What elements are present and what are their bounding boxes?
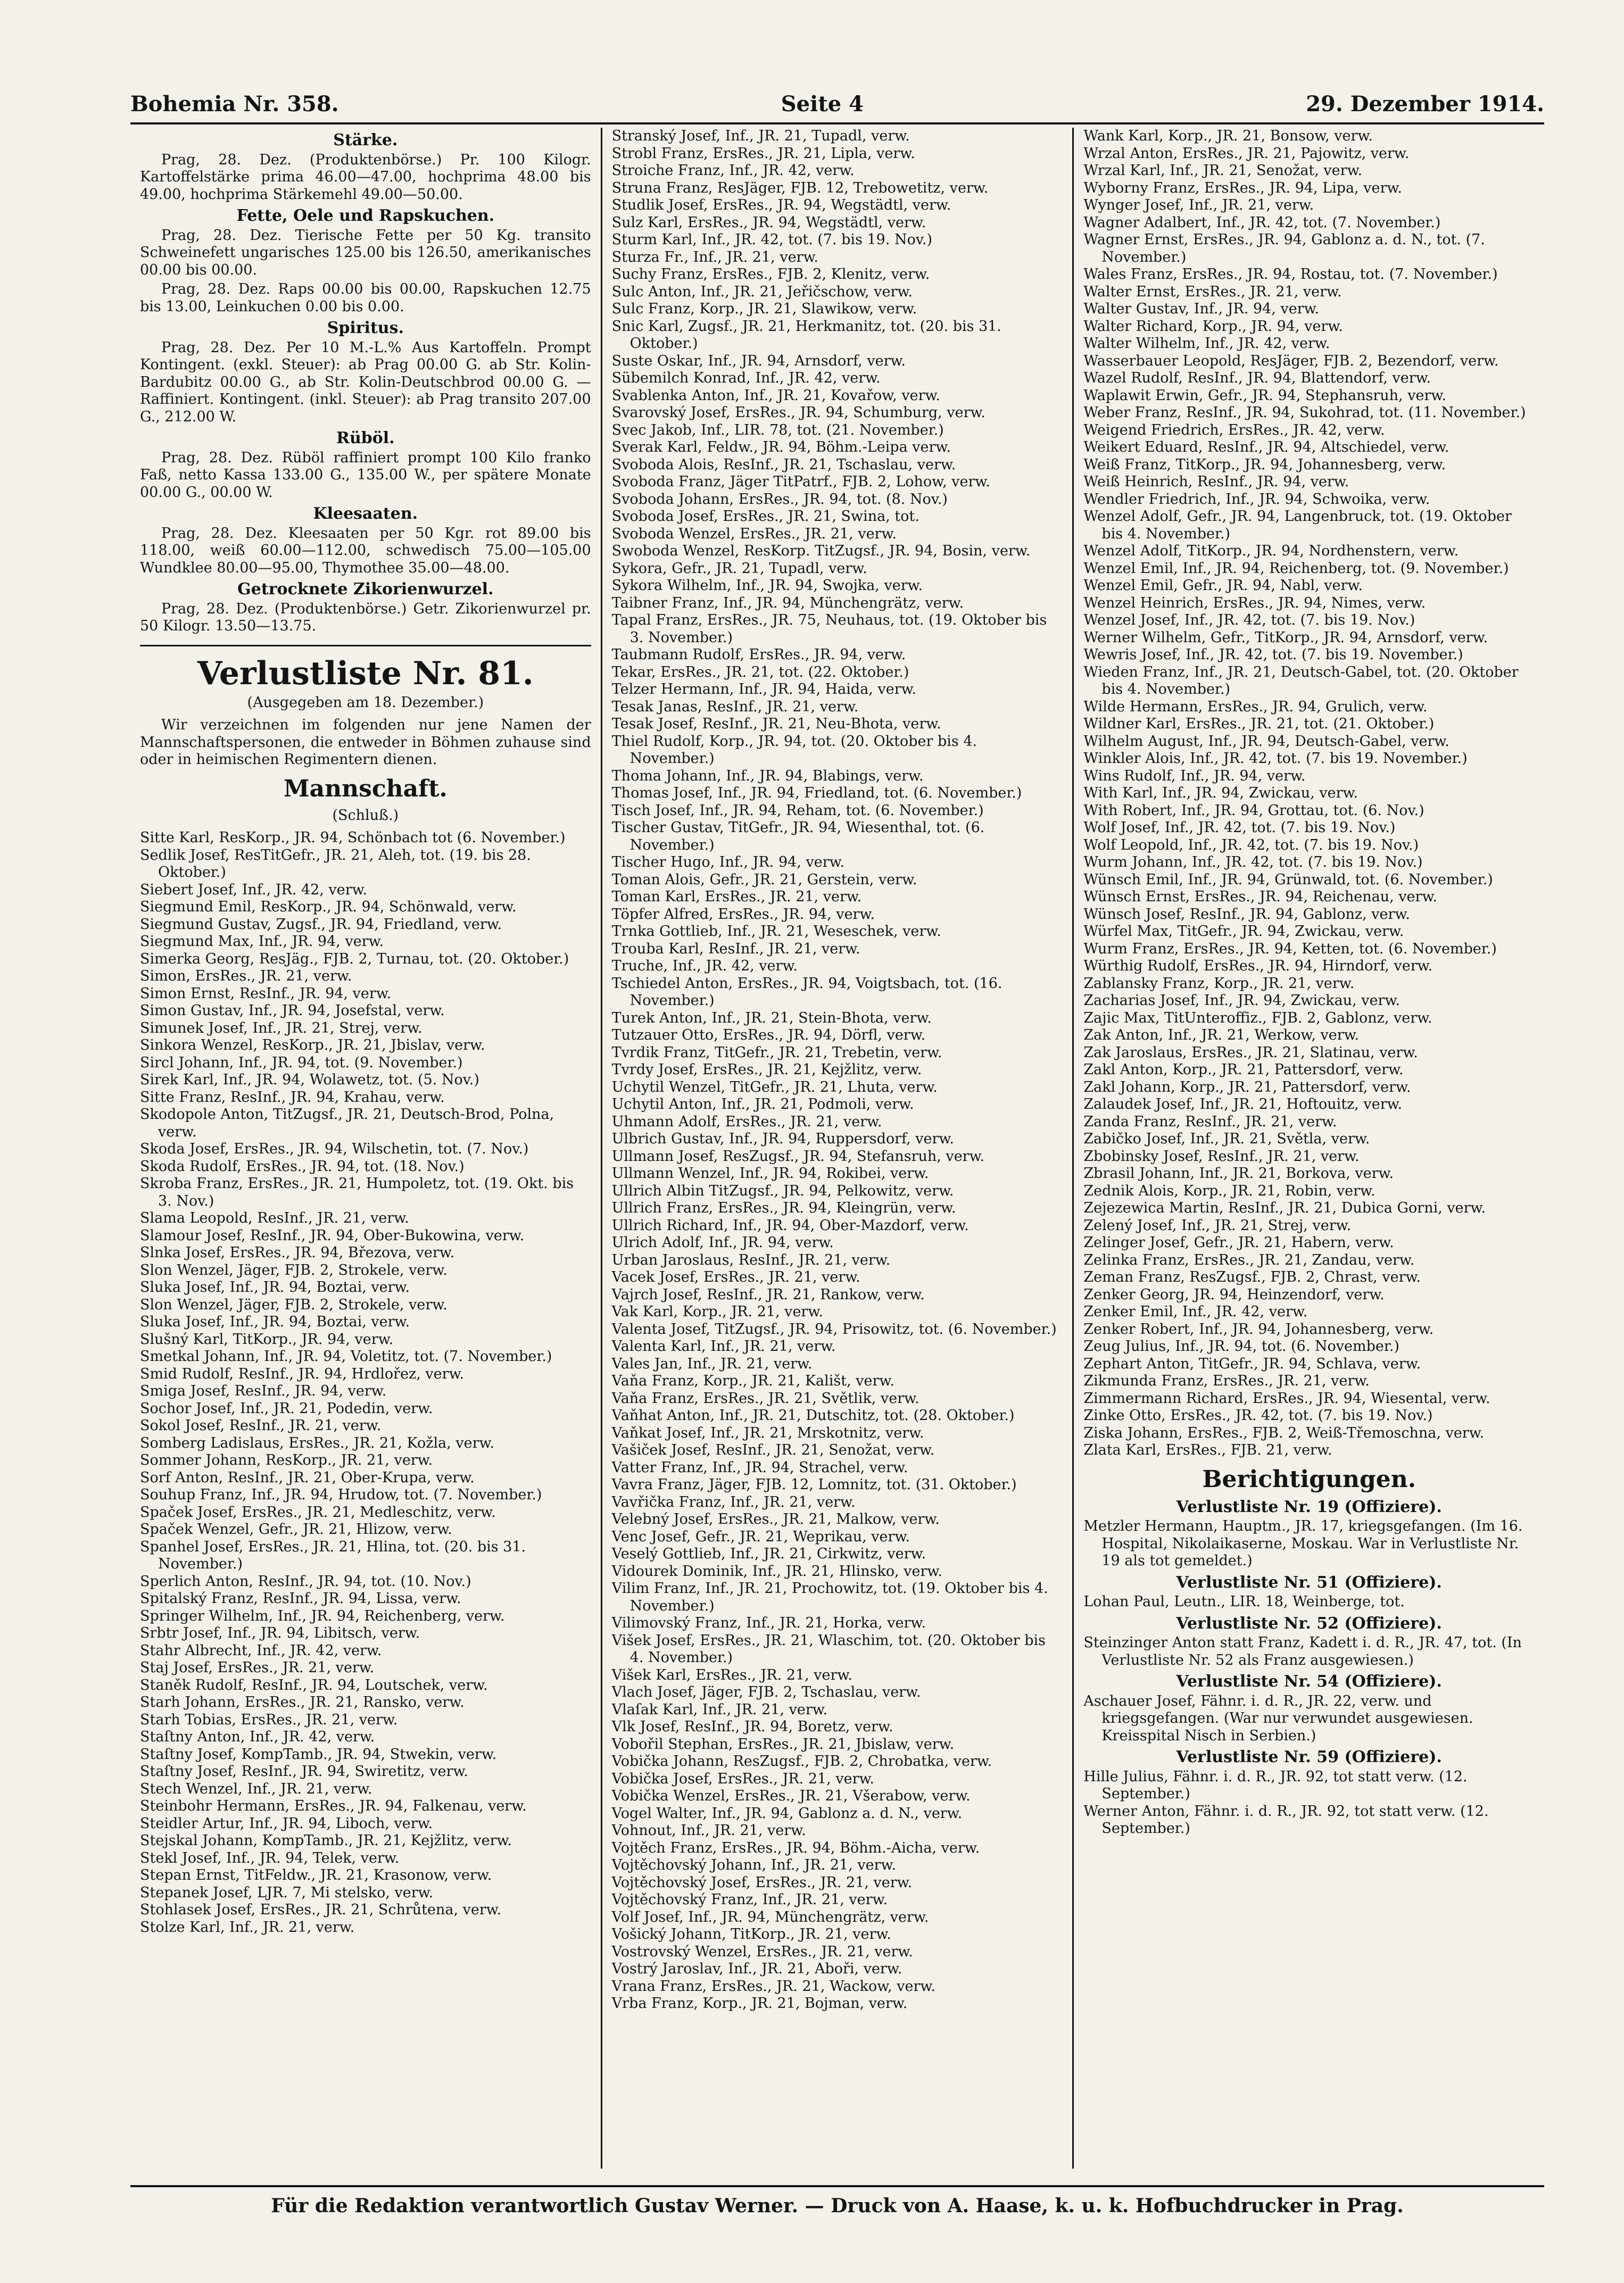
header-date: 29. Dezember 1914. [1306,91,1544,117]
list-entry: Vostrý Jaroslav, Inf., JR. 21, Aboři, verw. [611,1961,902,1977]
list-entry: Slon Wenzel, Jäger, FJB. 2, Strokele, verw. [140,1261,448,1279]
list-entry: Veselý Gottlieb, Inf., JR. 21, Cirkwitz, verw. [611,1546,926,1562]
list-entry: Ullmann Josef, ResZugsf., JR. 94, Stefansruh, verw. [611,1148,985,1165]
list-entry: Starh Tobias, ErsRes., JR. 21, verw. [140,1711,398,1728]
section-heading: Berichtigungen. [1202,1465,1416,1493]
section-subheading: Verlustliste Nr. 54 (Offiziere). [1176,1672,1442,1691]
list-entry: Stejskal Johann, KompTamb., JR. 21, Kejžlitz, verw. [140,1832,512,1849]
list-entry: Vogel Walter, Inf., JR. 94, Gablonz a. d. N., verw. [611,1805,963,1822]
list-entry: Zednik Alois, Korp., JR. 21, Robin, verw. [1083,1182,1376,1199]
list-entry: Wagner Adalbert, Inf., JR. 42, tot. (7. November.) [1083,214,1441,231]
list-entry: Ullrich Franz, ErsRes., JR. 94, Kleingrün, verw. [611,1200,956,1216]
list-entry: Thoma Johann, Inf., JR. 94, Blabings, verw. [611,767,924,784]
list-entry: Turek Anton, Inf., JR. 21, Stein-Bhota, verw. [611,1009,932,1026]
list-entry: Vobička Josef, ErsRes., JR. 21, verw. [611,1770,874,1787]
list-entry: Wynger Josef, Inf., JR. 21, verw. [1083,197,1314,213]
list-entry: Sokol Josef, ResInf., JR. 21, verw. [140,1417,382,1434]
list-entry: Wenzel Josef, Inf., JR. 42, tot. (7. bis 19. Nov.) [1083,612,1415,628]
list-entry: Stech Wenzel, Inf., JR. 21, verw. [140,1780,372,1797]
list-entry: Svablenka Anton, Inf., JR. 21, Kovařow, verw. [611,387,940,404]
list-entry: Sircl Johann, Inf., JR. 94, tot. (9. November.) [140,1054,463,1071]
list-entry: Simon, ErsRes., JR. 21, verw. [140,968,352,984]
list-entry: Zelinka Franz, ErsRes., JR. 21, Zandau, verw. [1083,1251,1415,1268]
list-entry: Walter Wilhelm, Inf., JR. 42, verw. [1083,335,1330,352]
list-entry: Sirek Karl, Inf., JR. 94, Wolawetz, tot. (5. Nov.) [140,1072,479,1088]
imprint: Für die Redaktion verantwortlich Gustav Werner. — Druck von A. Haase, k. u. k. Hofbuchdrucker in Prag. [271,2195,1404,2217]
list-entry: Strobl Franz, ErsRes., JR. 21, Lipla, verw. [611,145,915,162]
list-entry: Vaňhat Anton, Inf., JR. 21, Dutschitz, tot. (28. Oktober.) [611,1407,1015,1424]
list-entry: Zakl Johann, Korp., JR. 21, Pattersdorf, verw. [1083,1078,1411,1095]
list-entry: Metzler Hermann, Hauptm., JR. 17, kriegsgefangen. (Im 16. Hospital, Nikolaikaserne, Moskau. War in Verlustliste Nr. 19 als tot gemeldet.) [1083,1518,1523,1569]
list-entry: Wenzel Heinrich, ErsRes., JR. 94, Nimes, verw. [1083,594,1426,611]
list-entry: Lohan Paul, Leutn., LIR. 18, Weinberge, tot. [1083,1593,1405,1610]
list-entry: Somberg Ladislaus, ErsRes., JR. 21, Kožla, verw. [140,1434,495,1451]
list-entry: Toman Alois, Gefr., JR. 21, Gerstein, verw. [611,871,917,888]
list-title: Verlustliste Nr. 81. [140,645,591,692]
list-entry: Smid Rudolf, ResInf., JR. 94, Hrdlořez, verw. [140,1365,465,1382]
list-entry: Volf Josef, Inf., JR. 94, Münchengrätz, verw. [611,1908,929,1925]
list-entry: Vobička Wenzel, ErsRes., JR. 21, Všerabow, verw. [611,1788,971,1804]
list-entry: Sitte Franz, ResInf., JR. 94, Krahau, verw. [140,1089,445,1106]
list-entry: Vatter Franz, Inf., JR. 94, Strachel, verw. [611,1459,908,1476]
list-entry: Ulbrich Gustav, Inf., JR. 94, Ruppersdorf, verw. [611,1131,954,1147]
list-entry: Vostrovský Wenzel, ErsRes., JR. 21, verw. [611,1943,913,1960]
list-entry: With Robert, Inf., JR. 94, Grottau, tot. (6. Nov.) [1083,802,1424,819]
list-entry: Vohnout, Inf., JR. 21, verw. [611,1822,806,1839]
list-entry: Wolf Josef, Inf., JR. 42, tot. (7. bis 19. Nov.) [1083,819,1396,836]
paragraph: Prag, 28. Dez. Tierische Fette per 50 Kg. transito Schweinefett ungarisches 125.00 bis 126.50, amerikanisches 00.00 bis 00.00. [140,227,591,278]
list-entry: Vlaſak Karl, Inf., JR. 21, verw. [611,1701,828,1718]
list-entry: Vavra Franz, Jäger, FJB. 12, Lomnitz, tot. (31. Oktober.) [611,1476,1017,1493]
list-entry: Smiga Josef, ResInf., JR. 94, verw. [140,1383,387,1399]
list-entry: Sluka Josef, Inf., JR. 94, Boztai, verw. [140,1314,410,1330]
list-entry: Swoboda Wenzel, ResKorp. TitZugsf., JR. 94, Bosin, verw. [611,543,1031,559]
columns [130,128,1544,2169]
list-entry: Telzer Hermann, Inf., JR. 94, Haida, verw. [611,681,917,698]
list-entry: Skroba Franz, ErsRes., JR. 21, Humpoletz, tot. (19. Okt. bis 3. Nov.) [140,1175,574,1209]
list-entry: Valenta Karl, Inf., JR. 21, verw. [611,1338,836,1355]
list-entry: Uchytil Wenzel, TitGefr., JR. 21, Lhuta, verw. [611,1078,938,1095]
list-entry: Souhup Franz, Inf., JR. 94, Hrudow, tot. (7. November.) [140,1487,542,1503]
list-entry: Ullrich Richard, Inf., JR. 94, Ober-Mazdorf, verw. [611,1217,969,1234]
list-entry: Simerka Georg, ResJäg., FJB. 2, Turnau, tot. (20. Oktober.) [140,950,569,967]
list-entry: Siebert Josef, Inf., JR. 42, verw. [140,881,368,898]
list-entry: Vacek Josef, ErsRes., JR. 21, verw. [611,1269,860,1285]
list-entry: Tischer Hugo, Inf., JR. 94, verw. [611,854,845,870]
list-entry: Wendler Friedrich, Inf., JR. 94, Schwoika, verw. [1083,491,1430,508]
list-entry: Vošický Johann, TitKorp., JR. 21, verw. [611,1926,891,1942]
list-entry: Ullmann Wenzel, Inf., JR. 94, Rokibei, verw. [611,1165,929,1182]
list-entry: Stekl Josef, Inf., JR. 94, Telek, verw. [140,1849,400,1866]
list-entry: Vaňa Franz, ErsRes., JR. 21, Světlik, verw. [611,1390,919,1407]
section-subheading: Verlustliste Nr. 52 (Offiziere). [1176,1614,1442,1633]
list-entry: Svoboda Johann, ErsRes., JR. 94, tot. (8. Nov.) [611,491,948,508]
list-entry: Sperlich Anton, ResInf., JR. 94, tot. (10. Nov.) [140,1573,471,1590]
list-entry: Vlach Josef, Jäger, FJB. 2, Tschaslau, verw. [611,1684,921,1700]
column-2 [601,128,1073,2169]
list-entry: Ullrich Albin TitZugsf., JR. 94, Pelkowitz, verw. [611,1182,954,1199]
list-entry: Sommer Johann, ResKorp., JR. 21, verw. [140,1452,433,1468]
paragraph: Prag, 28. Dez. (Produktenbörse.) Getr. Zikorienwurzel pr. 50 Kilogr. 13.50—13.75. [140,600,591,634]
list-entry: Vojtěch Franz, ErsRes., JR. 94, Böhm.-Aicha, verw. [611,1839,980,1856]
section-subheading: Kleesaaten. [313,504,418,523]
list-entry: Werner Wilhelm, Gefr., TitKorp., JR. 94, Arnsdorf, verw. [1083,629,1488,646]
list-entry: Sinkora Wenzel, ResKorp., JR. 21, Jbislav, verw. [140,1037,485,1053]
list-entry: Thiel Rudolf, Korp., JR. 94, tot. (20. Oktober bis 4. November.) [611,733,977,767]
list-entry: Velebný Josef, ErsRes., JR. 21, Malkow, verw. [611,1511,940,1527]
list-entry: Wenzel Adolf, TitKorp., JR. 94, Nordhenstern, verw. [1083,543,1459,559]
list-entry: Trouba Karl, ResInf., JR. 21, verw. [611,940,860,957]
list-entry: Zephart Anton, TitGefr., JR. 94, Schlava, verw. [1083,1355,1421,1372]
list-entry: Truche, Inf., JR. 42, verw. [611,958,798,974]
page-footer [130,2185,1544,2224]
list-entry: Toman Karl, ErsRes., JR. 21, verw. [611,889,862,905]
list-entry: Walter Ernst, ErsRes., JR. 21, verw. [1083,283,1342,300]
list-entry: Tischer Gustav, TitGefr., JR. 94, Wiesenthal, tot. (6. November.) [611,819,985,853]
list-entry: Vajrch Josef, ResInf., JR. 21, Rankow, verw. [611,1286,925,1303]
list-entry: Wünsch Emil, Inf., JR. 94, Grünwald, tot. (6. November.) [1083,871,1493,888]
list-entry: Wagner Ernst, ErsRes., JR. 94, Gablonz a. d. N., tot. (7. November.) [1083,231,1485,265]
list-entry: Zeug Julius, Inf., JR. 94, tot. (6. November.) [1083,1338,1399,1355]
list-entry: Starh Johann, ErsRes., JR. 21, Ransko, verw. [140,1694,465,1711]
list-entry: Simon Ernst, ResInf., JR. 94, verw. [140,985,392,1002]
list-entry: Vojtěchovský Johann, Inf., JR. 21, verw. [611,1857,897,1873]
list-entry: Wasserbauer Leopold, ResJäger, FJB. 2, Bezendorf, verw. [1083,352,1499,369]
list-entry: Walter Gustav, Inf., JR. 94, verw. [1083,301,1320,317]
list-entry: Sulc Anton, Inf., JR. 21, Jeřičschow, verw. [611,283,913,300]
list-entry: Weigend Friedrich, ErsRes., JR. 42, verw. [1083,421,1385,438]
list-entry: Stepanek Josef, LJR. 7, Mi stelsko, verw. [140,1884,434,1901]
list-entry: Vidourek Dominik, Inf., JR. 21, Hlinsko, verw. [611,1563,942,1580]
list-entry: Vak Karl, Korp., JR. 21, verw. [611,1304,823,1320]
list-entry: Zbobinsky Josef, ResInf., JR. 21, verw. [1083,1148,1360,1165]
section-subheading: Verlustliste Nr. 59 (Offiziere). [1176,1748,1442,1766]
list-entry: Weikert Eduard, ResInf., JR. 94, Altschiedel, verw. [1083,439,1449,455]
list-entry: Wünsch Josef, ResInf., JR. 94, Gablonz, verw. [1083,906,1410,923]
section-subheading: Getrocknete Zikorienwurzel. [237,580,494,599]
list-entry: Zenker Robert, Inf., JR. 94, Johannesberg, verw. [1083,1321,1434,1338]
list-entry: Stepan Ernst, TitFeldw., JR. 21, Krasonow, verw. [140,1867,492,1883]
list-entry: Sübemilch Konrad, Inf., JR. 42, verw. [611,370,881,386]
list-entry: Uhmann Adolf, ErsRes., JR. 21, verw. [611,1113,882,1130]
list-entry: Wolf Leopold, Inf., JR. 42, tot. (7. bis 19. Nov.) [1083,836,1419,853]
list-entry: Vales Jan, Inf., JR. 21, verw. [611,1355,813,1372]
list-entry: Studlik Josef, ErsRes., JR. 94, Wegstädtl, verw. [611,197,951,213]
section-subheading: Verlustliste Nr. 19 (Offiziere). [1176,1497,1442,1516]
list-entry: Wurm Johann, Inf., JR. 42, tot. (7. bis 19. Nov.) [1083,854,1423,870]
list-entry: Tvrdik Franz, TitGefr., JR. 21, Trebetin, verw. [611,1044,942,1061]
list-entry: Zimmermann Richard, ErsRes., JR. 94, Wiesental, verw. [1083,1390,1490,1407]
list-entry: Zabičko Josef, Inf., JR. 21, Světla, verw. [1083,1131,1370,1147]
list-entry: Wank Karl, Korp., JR. 21, Bonsow, verw. [1083,128,1373,144]
list-entry: Wurm Franz, ErsRes., JR. 94, Ketten, tot. (6. November.) [1083,940,1497,957]
list-entry: Siegmund Max, Inf., JR. 94, verw. [140,933,384,950]
list-entry: Stohlasek Josef, ErsRes., JR. 21, Schrůtena, verw. [140,1902,502,1918]
list-entry: With Karl, Inf., JR. 94, Zwickau, verw. [1083,785,1358,801]
list-entry: Struna Franz, ResJäger, FJB. 12, Trebowetitz, verw. [611,179,989,196]
list-entry: Zak Anton, Inf., JR. 21, Werkow, verw. [1083,1027,1360,1043]
list-entry: Sykora, Gefr., JR. 21, Tupadl, verw. [611,560,867,577]
list-entry: Tapal Franz, ErsRes., JR. 75, Neuhaus, tot. (19. Oktober bis 3. November.) [611,612,1047,646]
list-entry: Zajic Max, TitUnteroffiz., FJB. 2, Gablonz, verw. [1083,1009,1432,1026]
list-entry: Sturza Fr., Inf., JR. 21, verw. [611,248,818,265]
list-entry: Weiß Heinrich, ResInf., JR. 94, verw. [1083,474,1349,490]
list-entry: Taibner Franz, Inf., JR. 94, Münchengrätz, verw. [611,594,964,611]
list-entry: Uchytil Anton, Inf., JR. 21, Podmoli, verw. [611,1096,914,1113]
list-entry: Zenker Emil, Inf., JR. 42, verw. [1083,1304,1308,1320]
list-entry: Wilde Hermann, ErsRes., JR. 94, Grulich, verw. [1083,698,1428,715]
list-entry: Walter Richard, Korp., JR. 94, verw. [1083,318,1343,335]
list-entry: Vavřička Franz, Inf., JR. 21, verw. [611,1493,856,1510]
list-entry: Wales Franz, ErsRes., JR. 94, Rostau, tot. (7. November.) [1083,266,1498,283]
list-entry: Valenta Josef, TitZugsf., JR. 94, Prisowitz, tot. (6. November.) [611,1321,1057,1338]
list-entry: Vašiček Josef, ResInf., JR. 21, Senožat, verw. [611,1442,935,1458]
list-entry: Sulz Karl, ErsRes., JR. 94, Wegstädtl, verw. [611,214,926,231]
list-entry: Sochor Josef, Inf., JR. 21, Podedin, verw. [140,1400,433,1417]
list-entry: Staněk Rudolf, ResInf., JR. 94, Loutschek, verw. [140,1676,488,1693]
list-entry: Zbrasil Johann, Inf., JR. 21, Borkova, verw. [1083,1165,1394,1182]
list-entry: Vlk Josef, ResInf., JR. 94, Boretz, verw. [611,1719,893,1735]
list-entry: Zablansky Franz, Korp., JR. 21, verw. [1083,975,1355,992]
list-entry: Zenker Georg, JR. 94, Heinzendorf, verw. [1083,1286,1385,1303]
list-entry: Ziska Johann, ErsRes., FJB. 2, Weiß-Třemoschna, verw. [1083,1424,1485,1441]
list-entry: Vrba Franz, Korp., JR. 21, Bojman, verw. [611,1995,908,2012]
list-entry: Sluka Josef, Inf., JR. 94, Boztai, verw. [140,1279,410,1296]
list-entry: Aschauer Josef, Fähnr. i. d. R., JR. 22, verw. und kriegsgefangen. (War nur verwundet ausgewiesen. Kreisspital Nisch in Serbien.) [1083,1692,1473,1744]
list-entry: Vilim Franz, Inf., JR. 21, Prochowitz, tot. (19. Oktober bis 4. November.) [611,1580,1048,1614]
list-entry: Wildner Karl, ErsRes., JR. 21, tot. (21. Oktober.) [1083,716,1435,732]
list-entry: Trnka Gottlieb, Inf., JR. 21, Weseschek, verw. [611,923,941,940]
list-entry: Sulc Franz, Korp., JR. 21, Slawikow, verw. [611,301,917,317]
section-subheading: Verlustliste Nr. 51 (Offiziere). [1176,1573,1442,1592]
list-entry: Zinke Otto, ErsRes., JR. 42, tot. (7. bis 19. Nov.) [1083,1407,1433,1424]
list-entry: Višek Josef, ErsRes., JR. 21, Wlaschim, tot. (20. Oktober bis 4. November.) [611,1632,1046,1666]
list-entry: Smetkal Johann, Inf., JR. 94, Voletitz, tot. (7. November.) [140,1348,552,1365]
list-entry: Tesak Josef, ResInf., JR. 21, Neu-Bhota, verw. [611,716,941,732]
section-subheading: Rüböl. [336,429,395,447]
list-entry: Suste Oskar, Inf., JR. 94, Arnsdorf, verw. [611,352,906,369]
list-entry: Zejezewica Martin, ResInf., JR. 21, Dubica Gorni, verw. [1083,1200,1486,1216]
list-entry: Wyborny Franz, ErsRes., JR. 94, Lipa, verw. [1083,179,1402,196]
list-entry: Wieden Franz, Inf., JR. 21, Deutsch-Gabel, tot. (20. Oktober bis 4. November.) [1083,663,1519,698]
list-entry: Tesak Janas, ResInf., JR. 21, verw. [611,698,859,715]
list-entry: Svoboda Franz, Jäger TitPatrf., FJB. 2, Lohow, verw. [611,474,990,490]
list-entry: Steidler Artur, Inf., JR. 94, Liboch, verw. [140,1815,433,1832]
list-entry: Würthig Rudolf, ErsRes., JR. 94, Hirndorf, verw. [1083,958,1433,974]
list-entry: Skoda Rudolf, ErsRes., JR. 94, tot. (18. Nov.) [140,1158,465,1175]
list-entry: Sturm Karl, Inf., JR. 42, tot. (7. bis 19. Nov.) [611,231,933,248]
paragraph: Prag, 28. Dez. Rüböl raffiniert prompt 100 Kilo franko Faß, netto Kassa 133.00 G., 135.00 W., per spätere Monate 00.00 G., 00.00 W. [140,449,591,501]
list-entry: Vojtěchovský Josef, ErsRes., JR. 21, verw. [611,1874,913,1891]
list-entry: Spaček Wenzel, Gefr., JR. 21, Hlizow, verw. [140,1521,452,1538]
list-entry: Slamour Josef, ResInf., JR. 94, Ober-Bukowina, verw. [140,1227,525,1244]
list-entry: Sitte Karl, ResKorp., JR. 94, Schönbach tot (6. November.) [140,829,566,846]
list-entry: Staſtny Anton, Inf., JR. 42, verw. [140,1729,375,1745]
list-entry: Springer Wilhelm, Inf., JR. 94, Reichenberg, verw. [140,1607,505,1624]
list-entry: Zalaudek Josef, Inf., JR. 21, Hoftouitz, verw. [1083,1096,1403,1113]
column-3 [1072,128,1544,2169]
list-entry: Wins Rudolf, Inf., JR. 94, verw. [1083,767,1306,784]
list-entry: Stroiche Franz, Inf., JR. 42, verw. [611,162,855,179]
list-entry: Simunek Josef, Inf., JR. 21, Strej, verw. [140,1019,422,1036]
list-entry: Ulrich Adolf, Inf., JR. 94, verw. [611,1234,834,1251]
list-entry: Steinzinger Anton statt Franz, Kadett i. d. R., JR. 47, tot. (In Verlustliste Nr. 52 als Franz ausgewiesen.) [1083,1634,1522,1668]
list-entry: Werner Anton, Fähnr. i. d. R., JR. 92, tot statt verw. (12. September.) [1083,1803,1489,1837]
section-subheading: Stärke. [333,131,398,150]
paragraph: Prag, 28. Dez. Raps 00.00 bis 00.00, Rapskuchen 12.75 bis 13.00, Leinkuchen 0.00 bis 0.00. [140,281,591,315]
list-entry: Spaček Josef, ErsRes., JR. 21, Medleschitz, verw. [140,1504,496,1521]
list-entry: Wewris Josef, Inf., JR. 42, tot. (7. bis 19. November.) [1083,646,1463,663]
list-entry: Svoboda Wenzel, ErsRes., JR. 21, verw. [611,525,897,542]
list-entry: Thomas Josef, Inf., JR. 94, Friedland, tot. (6. November.) [611,785,1022,801]
list-entry: Vobořil Stephan, ErsRes., JR. 21, Jbislaw, verw. [611,1736,955,1753]
list-entry: Tvrdy Josef, ErsRes., JR. 21, Kejžlitz, verw. [611,1061,922,1078]
header-issue: Bohemia Nr. 358. [130,91,339,117]
section-heading: Mannschaft. [283,775,448,802]
list-entry: Würfel Max, TitGefr., JR. 94, Zwickau, verw. [1083,923,1404,940]
header-page-number: Seite 4 [781,91,864,117]
list-entry: Wenzel Adolf, Gefr., JR. 94, Langenbruck, tot. (19. Oktober bis 4. November.) [1083,508,1512,542]
list-entry: Staj Josef, ErsRes., JR. 21, verw. [140,1659,375,1676]
list-entry: Zeman Franz, ResZugsf., FJB. 2, Chrast, verw. [1083,1269,1421,1285]
list-entry: Vrana Franz, ErsRes., JR. 21, Wackow, verw. [611,1978,935,1995]
list-entry: Tutzauer Otto, ErsRes., JR. 94, Dörfl, verw. [611,1027,926,1043]
list-entry: Hille Julius, Fähnr. i. d. R., JR. 92, tot statt verw. (12. September.) [1083,1768,1468,1802]
list-entry: Slušný Karl, TitKorp., JR. 94, verw. [140,1331,394,1348]
list-entry: Slnka Josef, ErsRes., JR. 94, Březova, verw. [140,1244,455,1261]
list-entry: Wrzal Karl, Inf., JR. 21, Senožat, verw. [1083,162,1363,179]
list-entry: Srbtr Josef, Inf., JR. 94, Libitsch, verw. [140,1625,420,1641]
list-entry: Vaňa Franz, Korp., JR. 21, Kališt, verw. [611,1373,894,1389]
list-entry: Zikmunda Franz, ErsRes., JR. 21, verw. [1083,1373,1370,1389]
subtitle: (Ausgegeben am 18. Dezember.) [247,694,484,711]
list-entry: Wrzal Anton, ErsRes., JR. 21, Pajowitz, verw. [1083,145,1410,162]
list-entry: Zak Jaroslaus, ErsRes., JR. 21, Slatinau, verw. [1083,1044,1418,1061]
paragraph: Prag, 28. Dez. Per 10 M.-L.% Aus Kartoffeln. Prompt Kontingent. (exkl. Steuer): ab Prag 00.00 G. ab Str. Kolin-Bardubitz 00.00 G., ab Str. Kolin-Deutschbrod 00.00 G. — Raffiniert. Kontingent. (inkl. Steuer): ab Prag transito 207.00 G., 212.00 W. [140,339,591,425]
list-entry: Svarovský Josef, ErsRes., JR. 94, Schumburg, verw. [611,404,985,421]
paragraph: Prag, 28. Dez. (Produktenbörse.) Pr. 100 Kilogr. Kartoffelstärke prima 46.00—47.00, hochprima 48.00 bis 49.00, hochprima Stärkemehl 49.00—50.00. [140,151,591,203]
list-entry: Winkler Alois, Inf., JR. 42, tot. (7. bis 19. November.) [1083,750,1468,767]
list-entry: Slama Leopold, ResInf., JR. 21, verw. [140,1210,409,1226]
list-entry: Stahr Albrecht, Inf., JR. 42, verw. [140,1642,382,1659]
list-entry: Snic Karl, Zugsf., JR. 21, Herkmanitz, tot. (20. bis 31. Oktober.) [611,318,1002,352]
subtitle: (Schluß.) [332,807,399,824]
list-entry: Slon Wenzel, Jäger, FJB. 2, Strokele, verw. [140,1296,448,1313]
list-entry: Tschiedel Anton, ErsRes., JR. 94, Voigtsbach, tot. (16. November.) [611,975,1002,1009]
column-1 [130,128,601,2169]
list-entry: Zelinger Josef, Gefr., JR. 21, Habern, verw. [1083,1234,1394,1251]
list-entry: Tekar, ErsRes., JR. 21, tot. (22. Oktober.) [611,663,909,680]
list-entry: Weiß Franz, TitKorp., JR. 94, Johannesberg, verw. [1083,456,1446,473]
list-entry: Svec Jakob, Inf., LIR. 78, tot. (21. November.) [611,421,944,438]
list-entry: Wünsch Ernst, ErsRes., JR. 94, Reichenau, verw. [1083,889,1437,905]
list-entry: Sedlik Josef, ResTitGefr., JR. 21, Aleh, tot. (19. bis 28. Oktober.) [140,846,531,881]
section-subheading: Spiritus. [327,319,404,337]
list-entry: Staſtny Josef, KompTamb., JR. 94, Stwekin, verw. [140,1746,497,1763]
list-entry: Stranský Josef, Inf., JR. 21, Tupadl, verw. [611,128,910,144]
list-entry: Taubmann Rudolf, ErsRes., JR. 94, verw. [611,646,906,663]
list-entry: Steinbohr Hermann, ErsRes., JR. 94, Falkenau, verw. [140,1798,527,1814]
list-entry: Tisch Josef, Inf., JR. 94, Reham, tot. (6. November.) [611,802,984,819]
list-entry: Sverak Karl, Feldw., JR. 94, Böhm.-Leipa verw. [611,439,951,455]
list-entry: Vojtěchovský Franz, Inf., JR. 21, verw. [611,1891,888,1908]
list-entry: Siegmund Emil, ResKorp., JR. 94, Schönwald, verw. [140,899,517,915]
section-subheading: Fette, Oele und Rapskuchen. [236,206,495,225]
list-entry: Wenzel Emil, Inf., JR. 94, Reichenberg, tot. (9. November.) [1083,560,1509,577]
page-header [130,85,1544,124]
list-entry: Suchy Franz, ErsRes., FJB. 2, Klenitz, verw. [611,266,930,283]
list-entry: Skodopole Anton, TitZugsf., JR. 21, Deutsch-Brod, Polna, verw. [140,1106,554,1140]
list-entry: Stolze Karl, Inf., JR. 21, verw. [140,1919,355,1936]
list-entry: Višek Karl, ErsRes., JR. 21, verw. [611,1666,852,1683]
list-entry: Vaňkat Josef, Inf., JR. 21, Mrskotnitz, verw. [611,1424,924,1441]
list-entry: Skoda Josef, ErsRes., JR. 94, Wilschetin, tot. (7. Nov.) [140,1141,529,1157]
list-entry: Wazel Rudolf, ResInf., JR. 94, Blattendorf, verw. [1083,370,1431,386]
list-entry: Waplawit Erwin, Gefr., JR. 94, Stephansruh, verw. [1083,387,1446,404]
list-entry: Zacharias Josef, Inf., JR. 94, Zwickau, verw. [1083,992,1400,1009]
list-entry: Svoboda Josef, ErsRes., JR. 21, Swina, tot. [611,508,919,525]
list-entry: Staſtny Josef, ResInf., JR. 94, Swiretitz, verw. [140,1763,468,1780]
paragraph: Wir verzeichnen im folgenden nur jene Namen der Mannschaftspersonen, die entweder in Böhmen zuhause sind oder in heimischen Regimentern dienen. [140,717,591,768]
list-entry: Venc Josef, Gefr., JR. 21, Weprikau, verw. [611,1528,910,1545]
list-entry: Zanda Franz, ResInf., JR. 21, verw. [1083,1113,1337,1130]
list-entry: Urban Jaroslaus, ResInf., JR. 21, verw. [611,1251,891,1268]
list-entry: Vilimovský Franz, Inf., JR. 21, Horka, verw. [611,1615,926,1631]
paragraph: Prag, 28. Dez. Kleesaaten per 50 Kgr. rot 89.00 bis 118.00, weiß 60.00—112.00, schwedisch 75.00—105.00 Wundklee 80.00—95.00, Thymothee 35.00—48.00. [140,525,591,576]
list-entry: Spanhel Josef, ErsRes., JR. 21, Hlina, tot. (20. bis 31. November.) [140,1538,526,1572]
list-entry: Töpfer Alfred, ErsRes., JR. 94, verw. [611,906,875,923]
list-entry: Zelený Josef, Inf., JR. 21, Strej, verw. [1083,1217,1352,1234]
list-entry: Zlata Karl, ErsRes., FJB. 21, verw. [1083,1442,1332,1458]
list-entry: Spitalský Franz, ResInf., JR. 94, Lissa, verw. [140,1590,461,1607]
list-entry: Zakl Anton, Korp., JR. 21, Pattersdorf, verw. [1083,1061,1404,1078]
list-entry: Sykora Wilhelm, Inf., JR. 94, Swojka, verw. [611,577,923,594]
list-entry: Svoboda Alois, ResInf., JR. 21, Tschaslau, verw. [611,456,956,473]
list-entry: Vobička Johann, ResZugsf., FJB. 2, Chrobatka, verw. [611,1753,992,1770]
list-entry: Wilhelm August, Inf., JR. 94, Deutsch-Gabel, verw. [1083,733,1449,750]
list-entry: Weber Franz, ResInf., JR. 94, Sukohrad, tot. (11. November.) [1083,404,1526,421]
list-entry: Sorf Anton, ResInf., JR. 21, Ober-Krupa, verw. [140,1469,475,1486]
list-entry: Wenzel Emil, Gefr., JR. 94, Nabl, verw. [1083,577,1363,594]
list-entry: Simon Gustav, Inf., JR. 94, Josefstal, verw. [140,1002,445,1019]
list-entry: Siegmund Gustav, Zugsf., JR. 94, Friedland, verw. [140,916,502,933]
